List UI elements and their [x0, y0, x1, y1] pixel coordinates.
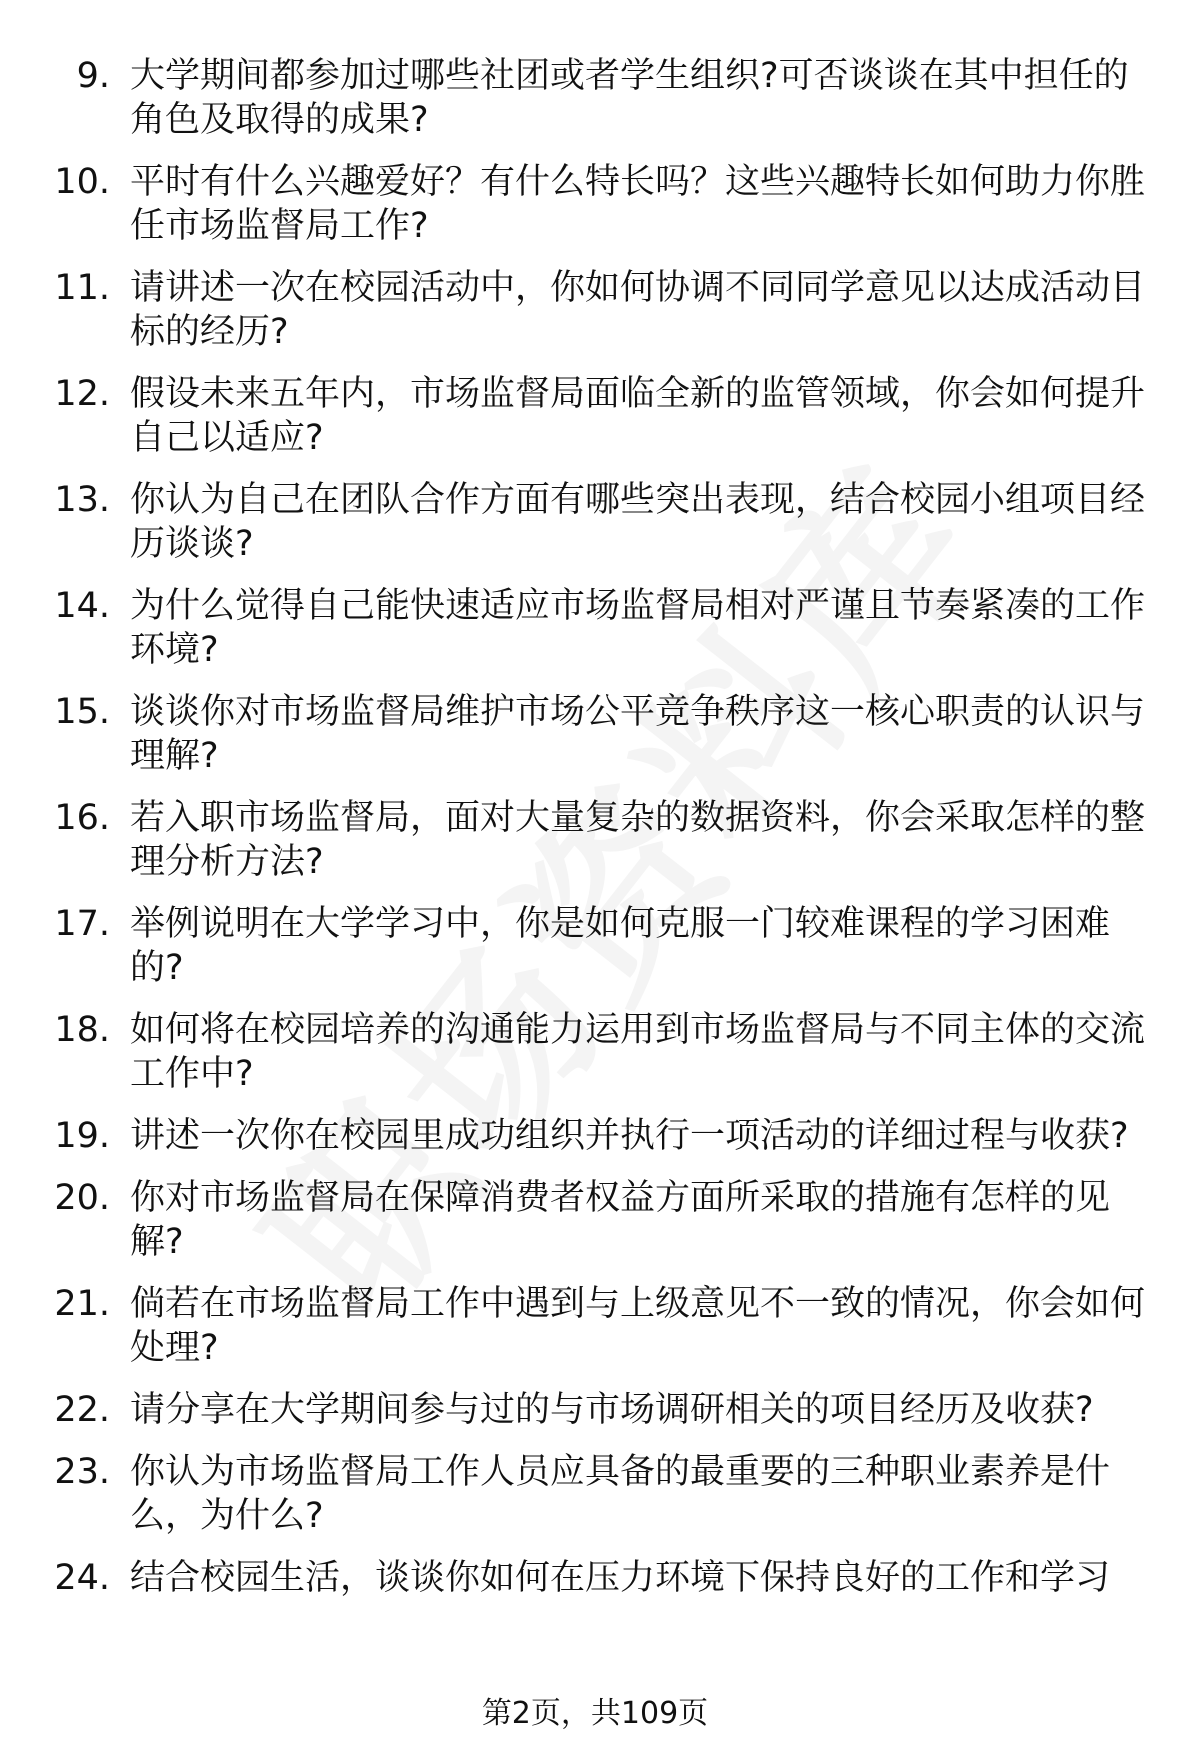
- question-number: 13.: [54, 480, 110, 520]
- question-text: 谈谈你对市场监督局维护市场公平竞争秩序这一核心职责的认识与理解?: [130, 692, 1146, 776]
- question-number: 18.: [54, 1010, 110, 1050]
- question-text: 结合校园生活，谈谈你如何在压力环境下保持良好的工作和学习: [130, 1558, 1111, 1598]
- question-number: 23.: [54, 1452, 110, 1492]
- question-number: 17.: [54, 904, 110, 944]
- question-item: [0, 1556, 1190, 1600]
- question-item: [0, 1114, 1190, 1158]
- page-footer: 第2页，共109页: [481, 1696, 709, 1731]
- question-text: 若入职市场监督局，面对大量复杂的数据资料，你会采取怎样的整理分析方法?: [130, 798, 1146, 882]
- question-item: [0, 266, 1190, 354]
- question-text: 为什么觉得自己能快速适应市场监督局相对严谨且节奏紧凑的工作环境?: [130, 586, 1146, 670]
- question-item: [0, 1388, 1190, 1432]
- question-number: 16.: [54, 798, 110, 838]
- question-text: 你认为市场监督局工作人员应具备的最重要的三种职业素养是什么，为什么?: [130, 1452, 1111, 1536]
- question-text: 如何将在校园培养的沟通能力运用到市场监督局与不同主体的交流工作中?: [130, 1010, 1146, 1094]
- question-item: [0, 796, 1190, 884]
- question-item: [0, 1008, 1190, 1096]
- question-number: 22.: [54, 1390, 110, 1430]
- question-number: 19.: [54, 1116, 110, 1156]
- question-number: 12.: [54, 374, 110, 414]
- question-text: 讲述一次你在校园里成功组织并执行一项活动的详细过程与收获?: [130, 1116, 1129, 1156]
- question-text: 举例说明在大学学习中，你是如何克服一门较难课程的学习困难的?: [130, 904, 1111, 988]
- question-text: 你对市场监督局在保障消费者权益方面所采取的措施有怎样的见解?: [130, 1178, 1111, 1262]
- question-number: 14.: [54, 586, 110, 626]
- question-number: 10.: [54, 162, 110, 202]
- question-number: 11.: [54, 268, 110, 308]
- question-text: 平时有什么兴趣爱好？有什么特长吗？这些兴趣特长如何助力你胜任市场监督局工作?: [130, 162, 1146, 246]
- question-text: 倘若在市场监督局工作中遇到与上级意见不一致的情况，你会如何处理?: [130, 1284, 1146, 1368]
- question-text: 请讲述一次在校园活动中，你如何协调不同同学意见以达成活动目标的经历?: [130, 268, 1146, 352]
- question-number: 20.: [54, 1178, 110, 1218]
- question-text: 假设未来五年内，市场监督局面临全新的监管领域，你会如何提升自己以适应?: [130, 374, 1146, 458]
- question-item: [0, 1282, 1190, 1370]
- question-number: 9.: [76, 56, 110, 96]
- question-item: [0, 54, 1190, 142]
- question-item: [0, 584, 1190, 672]
- question-number: 21.: [54, 1284, 110, 1324]
- question-item: [0, 160, 1190, 248]
- question-item: [0, 372, 1190, 460]
- question-text: 请分享在大学期间参与过的与市场调研相关的项目经历及收获?: [130, 1390, 1094, 1430]
- question-text: 你认为自己在团队合作方面有哪些突出表现，结合校园小组项目经历谈谈?: [130, 480, 1146, 564]
- question-item: [0, 1450, 1190, 1538]
- question-number: 24.: [54, 1558, 110, 1598]
- question-item: [0, 1176, 1190, 1264]
- question-list: [0, 54, 1190, 1618]
- question-text: 大学期间都参加过哪些社团或者学生组织?可否谈谈在其中担任的角色及取得的成果?: [130, 56, 1129, 140]
- question-item: [0, 690, 1190, 778]
- question-item: [0, 902, 1190, 990]
- question-item: [0, 478, 1190, 566]
- question-number: 15.: [54, 692, 110, 732]
